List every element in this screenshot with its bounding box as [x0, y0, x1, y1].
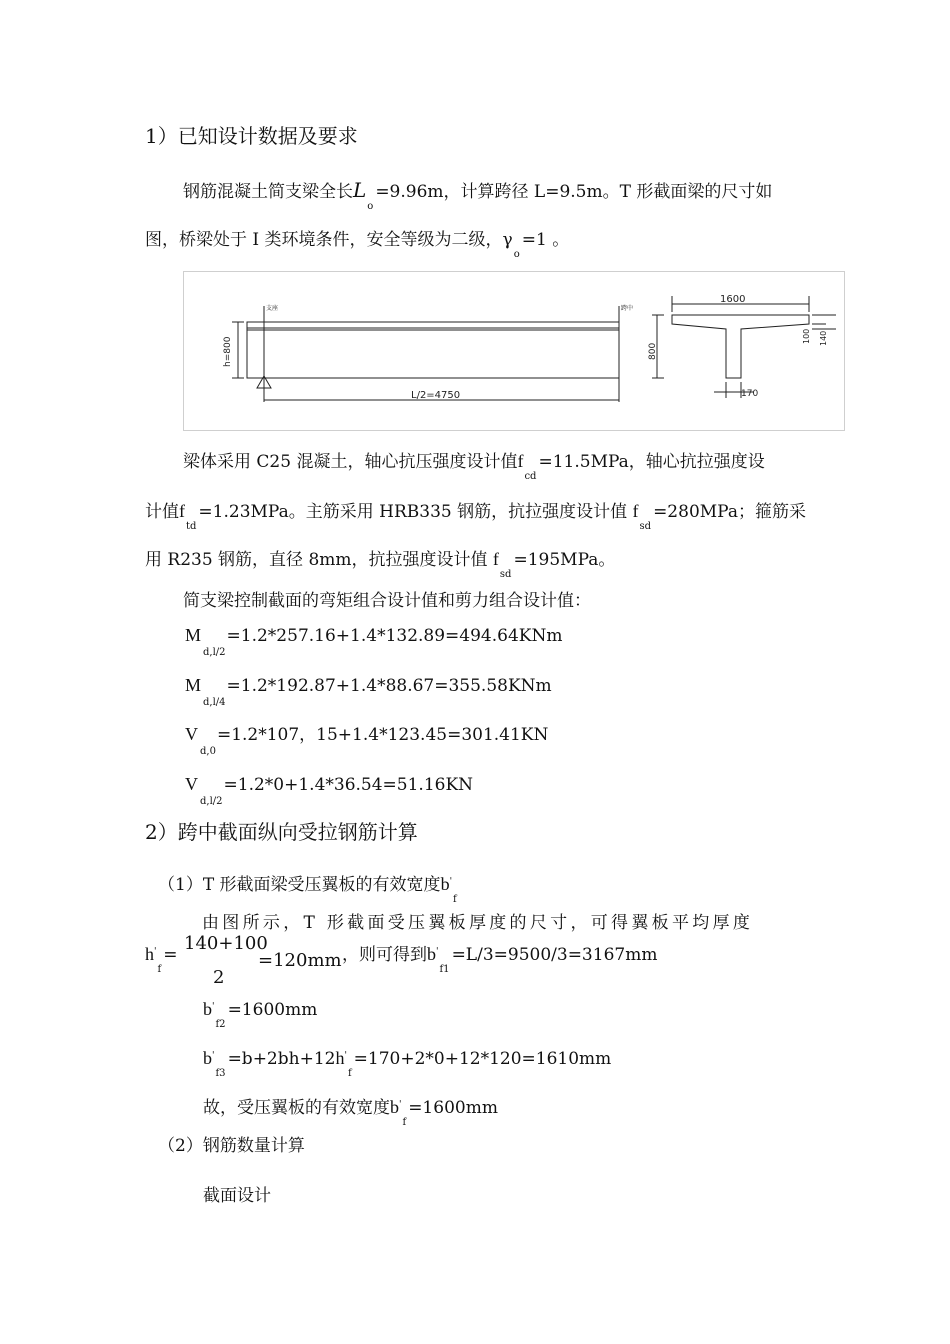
combo-vd-l2: [185, 774, 474, 807]
prime: ': [212, 1051, 215, 1061]
subscript: f: [347, 1068, 352, 1079]
h-symbol: [145, 944, 178, 975]
text: =9.96m，计算跨径 L=9.5m。T 形截面梁的尺寸如: [375, 182, 773, 202]
combo-vd-0: [185, 724, 549, 757]
prime: ': [399, 1100, 402, 1110]
materials-line3: [145, 549, 616, 580]
subscript: f: [157, 964, 162, 975]
design-data-line2: [145, 230, 570, 260]
subsection2-heading: （2）钢筋数量计算: [158, 1136, 305, 1156]
subscript: d,l/4: [203, 697, 226, 708]
midspan-label: 跨中: [621, 305, 634, 312]
symbol-b: b: [440, 874, 450, 894]
combo-md-l2: [185, 625, 563, 658]
flange-thickness-140: 140: [819, 330, 828, 346]
expression: =1600mm: [227, 1000, 318, 1020]
prime: ': [344, 1051, 347, 1061]
flange-width-label: 1600: [720, 294, 746, 305]
symbol-gamma: γ: [502, 230, 513, 250]
text: （1）T 形截面梁受压翼板的有效宽度: [158, 875, 441, 895]
text: =11.5MPa，轴心抗拉强度设: [538, 452, 765, 472]
subsection1-heading: [158, 874, 459, 905]
expression: =1.2*107，15+1.4*123.45=301.41KN: [216, 725, 549, 745]
symbol-f: f: [179, 501, 185, 521]
support-label: 支座: [266, 305, 279, 312]
flange-thickness-paragraph: 由图所示，T 形截面受压翼板厚度的尺寸，可得翼板平均厚度: [202, 913, 754, 933]
web-width-label: 170: [741, 389, 759, 399]
text: 用 R235 钢筋，直径 8mm，抗拉强度设计值: [145, 550, 493, 570]
subscript: td: [186, 521, 197, 532]
subscript: d,l/2: [200, 796, 223, 807]
subscript: f2: [215, 1019, 226, 1030]
symbol-L: L: [353, 178, 367, 202]
symbol: M: [185, 625, 202, 645]
t-section-shape: [672, 315, 809, 378]
subscript: sd: [639, 521, 652, 532]
span-label: L/2=4750: [411, 390, 461, 401]
flange-thickness-100: 100: [802, 328, 811, 344]
fraction-result: =120mm: [258, 950, 342, 971]
text: =1 。: [521, 230, 570, 250]
expression: =1600mm: [408, 1098, 498, 1118]
text: =195MPa。: [513, 550, 616, 570]
expression: =1.2*192.87+1.4*88.67=355.58KNm: [226, 676, 552, 696]
subscript: f3: [215, 1068, 226, 1079]
subscript: o: [513, 249, 520, 260]
combo-md-l4: [185, 675, 552, 708]
fraction-denominator: 2: [213, 967, 225, 988]
section-height-label: 800: [648, 342, 658, 360]
prime: ': [212, 1002, 215, 1012]
subscript: f: [453, 894, 457, 905]
symbol: M: [185, 675, 202, 695]
b-f1-line: [342, 944, 658, 975]
text: =1.23MPa。主筋采用 HRB335 钢筋，抗拉强度设计值: [198, 502, 633, 522]
prime: ': [449, 877, 453, 887]
beam-drawing: [184, 272, 846, 432]
symbol-b: b: [390, 1097, 399, 1117]
symbol-h: h: [335, 1048, 345, 1068]
b-f2-line: [203, 999, 318, 1030]
subscript: d,l/2: [203, 647, 226, 658]
b-f3-line: [203, 1048, 612, 1079]
materials-line1: [183, 451, 765, 482]
expression: =L/3=9500/3=3167mm: [451, 945, 658, 965]
subscript: f1: [439, 964, 450, 975]
subscript: d,0: [200, 746, 216, 757]
equals: =: [163, 945, 178, 965]
design-data-line1: [183, 178, 773, 212]
symbol-f: f: [632, 501, 639, 521]
subscript: o: [367, 201, 374, 212]
section2-heading: 2）跨中截面纵向受拉钢筋计算: [145, 820, 418, 844]
subscript: f: [402, 1117, 407, 1128]
symbol-b: b: [427, 944, 436, 964]
expression: =1.2*257.16+1.4*132.89=494.64KNm: [226, 626, 563, 646]
expression: =170+2*0+12*120=1610mm: [353, 1049, 612, 1069]
symbol: V: [185, 724, 198, 744]
prime: ': [154, 947, 157, 957]
expression: =b+2bh+12: [227, 1049, 336, 1069]
h-label: h=800: [223, 336, 233, 367]
subscript: cd: [524, 471, 537, 482]
conclusion-line: [203, 1097, 498, 1128]
text: =280MPa；箍筋采: [653, 502, 806, 522]
symbol-b: b: [203, 999, 212, 1019]
symbol-b: b: [203, 1048, 212, 1068]
prime: ': [436, 947, 439, 957]
text: 故，受压翼板的有效宽度: [203, 1098, 390, 1118]
symbol-h: h: [145, 944, 154, 964]
text: 钢筋混凝土简支梁全长: [183, 182, 353, 202]
symbol-f: f: [492, 549, 499, 569]
materials-line2: [145, 501, 806, 532]
symbol-f: f: [517, 451, 524, 471]
text: 计值: [145, 502, 179, 522]
fraction-numerator: 140+100: [184, 933, 268, 954]
section1-heading: 1）已知设计数据及要求: [145, 124, 358, 148]
expression: =1.2*0+1.4*36.54=51.16KN: [223, 775, 474, 795]
text: 图，桥梁处于 I 类环境条件，安全等级为二级，: [145, 230, 503, 250]
text: 梁体采用 C25 混凝土，轴心抗压强度设计值: [183, 452, 518, 472]
materials-line4: 简支梁控制截面的弯矩组合设计值和剪力组合设计值：: [183, 591, 591, 611]
beam-figure: [183, 271, 845, 431]
symbol: V: [185, 774, 198, 794]
text: ，则可得到: [342, 945, 427, 965]
subscript: sd: [499, 569, 512, 580]
section-design-label: 截面设计: [203, 1186, 271, 1206]
